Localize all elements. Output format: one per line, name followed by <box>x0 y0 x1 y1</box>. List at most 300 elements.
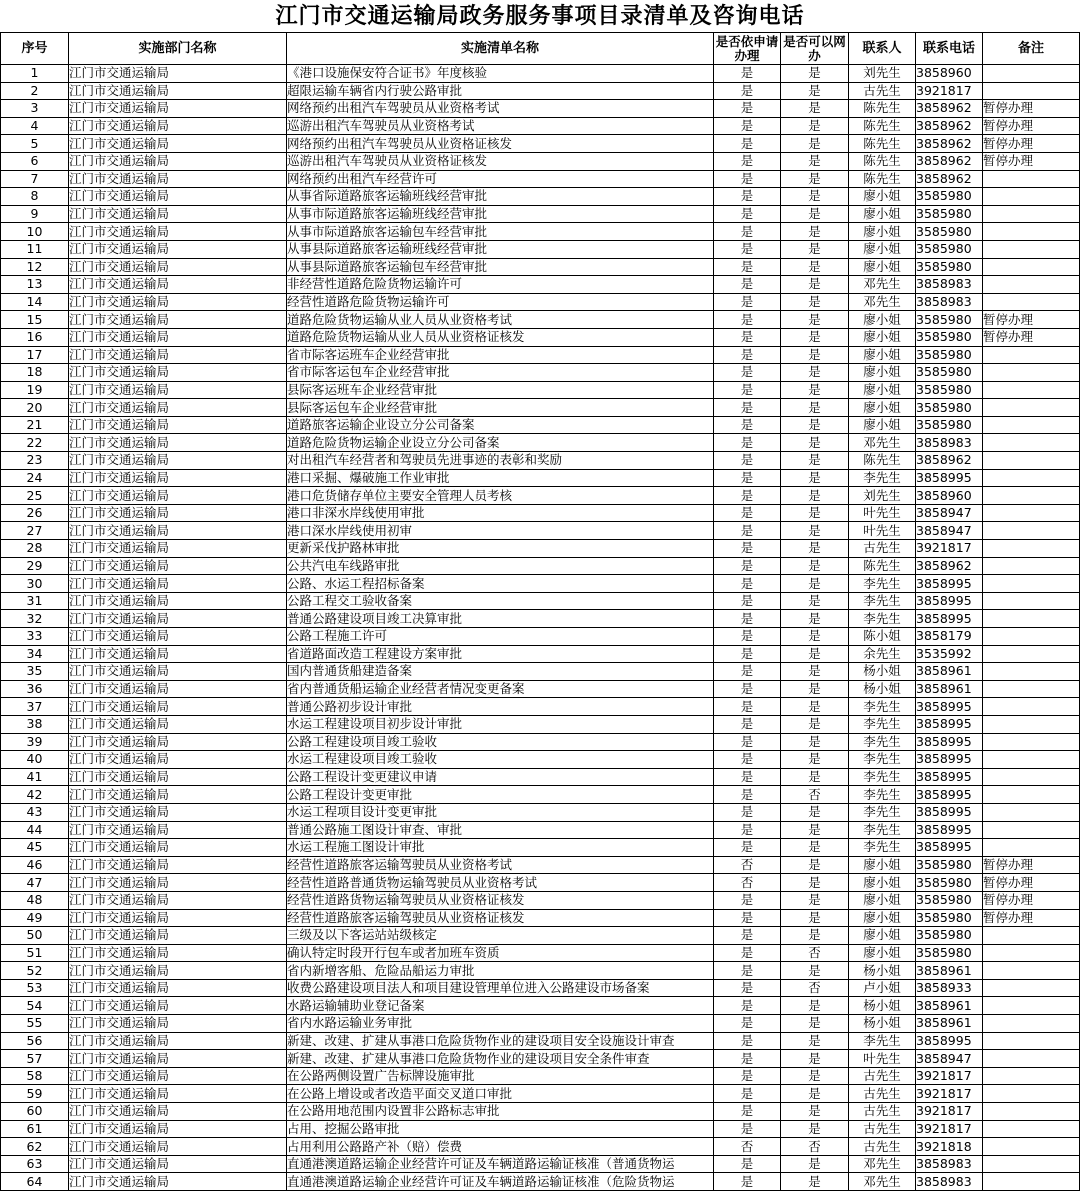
cell-by-application: 是 <box>714 188 781 206</box>
cell-phone: 3535992 <box>916 645 983 663</box>
header-cell-item: 实施清单名称 <box>287 33 714 65</box>
table-row <box>1 1120 1080 1138</box>
cell-contact: 古先生 <box>849 1138 916 1156</box>
header-cell-phone: 联系电话 <box>916 33 983 65</box>
cell-online: 是 <box>781 188 849 206</box>
cell-item: 公路工程施工许可 <box>287 628 714 646</box>
cell-item: 网络预约出租汽车驾驶员从业资格证核发 <box>287 135 714 153</box>
cell-dept: 江门市交通运输局 <box>69 680 287 698</box>
cell-online: 是 <box>781 1050 849 1068</box>
cell-phone: 3585980 <box>916 188 983 206</box>
cell-online: 是 <box>781 628 849 646</box>
cell-phone: 3858995 <box>916 751 983 769</box>
cell-contact: 李先生 <box>849 610 916 628</box>
cell-dept: 江门市交通运输局 <box>69 399 287 417</box>
cell-by-application: 是 <box>714 786 781 804</box>
cell-note <box>983 628 1080 646</box>
table-row <box>1 1015 1080 1033</box>
cell-contact: 李先生 <box>849 733 916 751</box>
cell-seq: 18 <box>1 364 69 382</box>
cell-by-application: 是 <box>714 293 781 311</box>
cell-note <box>983 434 1080 452</box>
cell-note <box>983 469 1080 487</box>
cell-phone: 3858933 <box>916 979 983 997</box>
cell-online: 是 <box>781 1015 849 1033</box>
cell-contact: 廖小姐 <box>849 205 916 223</box>
table-row <box>1 469 1080 487</box>
cell-phone: 3858983 <box>916 1173 983 1191</box>
cell-item: 省内新增客船、危险品船运力审批 <box>287 962 714 980</box>
cell-seq: 22 <box>1 434 69 452</box>
cell-dept: 江门市交通运输局 <box>69 821 287 839</box>
cell-seq: 25 <box>1 487 69 505</box>
cell-item: 经营性道路危险货物运输许可 <box>287 293 714 311</box>
cell-contact: 李先生 <box>849 575 916 593</box>
cell-dept: 江门市交通运输局 <box>69 381 287 399</box>
cell-note: 暂停办理 <box>983 100 1080 118</box>
cell-seq: 47 <box>1 874 69 892</box>
cell-dept: 江门市交通运输局 <box>69 874 287 892</box>
table-row <box>1 223 1080 241</box>
cell-by-application: 是 <box>714 240 781 258</box>
cell-dept: 江门市交通运输局 <box>69 997 287 1015</box>
cell-by-application: 是 <box>714 1015 781 1033</box>
cell-online: 是 <box>781 381 849 399</box>
cell-online: 是 <box>781 205 849 223</box>
cell-note: 暂停办理 <box>983 311 1080 329</box>
table-row <box>1 328 1080 346</box>
cell-dept: 江门市交通运输局 <box>69 152 287 170</box>
cell-seq: 37 <box>1 698 69 716</box>
cell-seq: 56 <box>1 1032 69 1050</box>
cell-seq: 32 <box>1 610 69 628</box>
cell-online: 是 <box>781 469 849 487</box>
cell-online: 是 <box>781 135 849 153</box>
cell-item: 在公路上增设或者改造平面交叉道口审批 <box>287 1085 714 1103</box>
cell-note <box>983 258 1080 276</box>
table-row <box>1 416 1080 434</box>
cell-by-application: 是 <box>714 997 781 1015</box>
cell-dept: 江门市交通运输局 <box>69 434 287 452</box>
cell-note <box>983 364 1080 382</box>
cell-contact: 李先生 <box>849 751 916 769</box>
table-row <box>1 1050 1080 1068</box>
cell-item: 水运工程项目设计变更审批 <box>287 803 714 821</box>
cell-note: 暂停办理 <box>983 135 1080 153</box>
cell-item: 省市际客运包车企业经营审批 <box>287 364 714 382</box>
cell-seq: 24 <box>1 469 69 487</box>
cell-online: 是 <box>781 663 849 681</box>
cell-contact: 邓先生 <box>849 293 916 311</box>
cell-by-application: 是 <box>714 82 781 100</box>
cell-online: 否 <box>781 786 849 804</box>
cell-item: 港口危货储存单位主要安全管理人员考核 <box>287 487 714 505</box>
cell-phone: 3858983 <box>916 434 983 452</box>
cell-online: 否 <box>781 1138 849 1156</box>
cell-online: 是 <box>781 909 849 927</box>
cell-contact: 廖小姐 <box>849 856 916 874</box>
cell-note: 暂停办理 <box>983 909 1080 927</box>
cell-item: 水运工程建设项目竣工验收 <box>287 751 714 769</box>
cell-contact: 李先生 <box>849 698 916 716</box>
table-row <box>1 205 1080 223</box>
header-cell-online: 是否可以网办 <box>781 33 849 65</box>
cell-phone: 3921817 <box>916 82 983 100</box>
cell-online: 是 <box>781 874 849 892</box>
cell-by-application: 是 <box>714 65 781 83</box>
table-row <box>1 645 1080 663</box>
cell-seq: 9 <box>1 205 69 223</box>
cell-by-application: 是 <box>714 469 781 487</box>
table-row <box>1 135 1080 153</box>
cell-phone: 3858995 <box>916 839 983 857</box>
cell-seq: 13 <box>1 276 69 294</box>
cell-online: 是 <box>781 434 849 452</box>
cell-phone: 3858995 <box>916 698 983 716</box>
cell-phone: 3858179 <box>916 628 983 646</box>
cell-note: 暂停办理 <box>983 874 1080 892</box>
cell-item: 直通港澳道路运输企业经营许可证及车辆道路运输证核准（危险货物运 <box>287 1173 714 1191</box>
cell-by-application: 是 <box>714 839 781 857</box>
table-row <box>1 434 1080 452</box>
table-row <box>1 610 1080 628</box>
cell-dept: 江门市交通运输局 <box>69 1103 287 1121</box>
table-row <box>1 504 1080 522</box>
cell-phone: 3585980 <box>916 328 983 346</box>
cell-by-application: 是 <box>714 557 781 575</box>
cell-contact: 廖小姐 <box>849 416 916 434</box>
cell-online: 是 <box>781 997 849 1015</box>
cell-dept: 江门市交通运输局 <box>69 786 287 804</box>
table-row <box>1 1173 1080 1191</box>
cell-phone: 3585980 <box>916 927 983 945</box>
cell-by-application: 是 <box>714 205 781 223</box>
cell-dept: 江门市交通运输局 <box>69 839 287 857</box>
table-row <box>1 733 1080 751</box>
cell-by-application: 是 <box>714 170 781 188</box>
cell-note <box>983 240 1080 258</box>
cell-contact: 廖小姐 <box>849 240 916 258</box>
cell-phone: 3858983 <box>916 293 983 311</box>
cell-online: 是 <box>781 223 849 241</box>
cell-dept: 江门市交通运输局 <box>69 751 287 769</box>
table-row <box>1 381 1080 399</box>
cell-contact: 刘先生 <box>849 65 916 83</box>
cell-contact: 廖小姐 <box>849 944 916 962</box>
cell-item: 网络预约出租汽车经营许可 <box>287 170 714 188</box>
cell-by-application: 是 <box>714 909 781 927</box>
table-row <box>1 821 1080 839</box>
cell-item: 新建、改建、扩建从事港口危险货物作业的建设项目安全设施设计审查 <box>287 1032 714 1050</box>
cell-online: 是 <box>781 1120 849 1138</box>
cell-note <box>983 557 1080 575</box>
cell-by-application: 是 <box>714 504 781 522</box>
cell-item: 道路旅客运输企业设立分公司备案 <box>287 416 714 434</box>
cell-note <box>983 1173 1080 1191</box>
cell-note: 暂停办理 <box>983 856 1080 874</box>
table-row <box>1 188 1080 206</box>
cell-seq: 30 <box>1 575 69 593</box>
cell-seq: 16 <box>1 328 69 346</box>
cell-contact: 廖小姐 <box>849 909 916 927</box>
cell-phone: 3585980 <box>916 381 983 399</box>
cell-by-application: 是 <box>714 522 781 540</box>
cell-online: 是 <box>781 821 849 839</box>
cell-online: 是 <box>781 680 849 698</box>
cell-online: 是 <box>781 1155 849 1173</box>
cell-contact: 廖小姐 <box>849 258 916 276</box>
cell-by-application: 是 <box>714 135 781 153</box>
table-row <box>1 1155 1080 1173</box>
cell-dept: 江门市交通运输局 <box>69 223 287 241</box>
cell-by-application: 否 <box>714 856 781 874</box>
table-row <box>1 698 1080 716</box>
cell-item: 在公路用地范围内设置非公路标志审批 <box>287 1103 714 1121</box>
cell-note <box>983 1032 1080 1050</box>
cell-contact: 李先生 <box>849 839 916 857</box>
cell-dept: 江门市交通运输局 <box>69 1050 287 1068</box>
table-row <box>1 944 1080 962</box>
cell-contact: 李先生 <box>849 1032 916 1050</box>
cell-item: 从事县际道路旅客运输班线经营审批 <box>287 240 714 258</box>
cell-phone: 3585980 <box>916 223 983 241</box>
cell-contact: 李先生 <box>849 768 916 786</box>
cell-item: 县际客运班车企业经营审批 <box>287 381 714 399</box>
cell-seq: 33 <box>1 628 69 646</box>
cell-seq: 64 <box>1 1173 69 1191</box>
cell-phone: 3858947 <box>916 522 983 540</box>
cell-by-application: 是 <box>714 381 781 399</box>
table-row <box>1 399 1080 417</box>
table-row <box>1 1138 1080 1156</box>
cell-phone: 3858995 <box>916 733 983 751</box>
cell-by-application: 是 <box>714 821 781 839</box>
cell-seq: 39 <box>1 733 69 751</box>
cell-contact: 杨小姐 <box>849 962 916 980</box>
cell-online: 是 <box>781 152 849 170</box>
cell-by-application: 是 <box>714 575 781 593</box>
cell-phone: 3858995 <box>916 821 983 839</box>
cell-seq: 48 <box>1 891 69 909</box>
cell-item: 对出租汽车经营者和驾驶员先进事迹的表彰和奖励 <box>287 452 714 470</box>
cell-seq: 7 <box>1 170 69 188</box>
cell-seq: 31 <box>1 592 69 610</box>
cell-item: 占用、挖掘公路审批 <box>287 1120 714 1138</box>
cell-contact: 刘先生 <box>849 487 916 505</box>
cell-contact: 廖小姐 <box>849 399 916 417</box>
cell-item: 省内普通货船运输企业经营者情况变更备案 <box>287 680 714 698</box>
cell-note <box>983 416 1080 434</box>
cell-phone: 3858960 <box>916 487 983 505</box>
cell-online: 是 <box>781 733 849 751</box>
cell-contact: 邓先生 <box>849 1155 916 1173</box>
cell-seq: 35 <box>1 663 69 681</box>
cell-note <box>983 223 1080 241</box>
cell-seq: 52 <box>1 962 69 980</box>
cell-by-application: 是 <box>714 1067 781 1085</box>
cell-phone: 3585980 <box>916 205 983 223</box>
cell-online: 是 <box>781 293 849 311</box>
cell-dept: 江门市交通运输局 <box>69 311 287 329</box>
cell-note <box>983 680 1080 698</box>
cell-note <box>983 927 1080 945</box>
cell-by-application: 是 <box>714 944 781 962</box>
cell-seq: 59 <box>1 1085 69 1103</box>
cell-phone: 3585980 <box>916 311 983 329</box>
table-row <box>1 839 1080 857</box>
cell-online: 是 <box>781 698 849 716</box>
cell-item: 普通公路建设项目竣工决算审批 <box>287 610 714 628</box>
table-row <box>1 768 1080 786</box>
cell-by-application: 是 <box>714 311 781 329</box>
cell-contact: 李先生 <box>849 803 916 821</box>
table-row <box>1 1103 1080 1121</box>
cell-contact: 邓先生 <box>849 276 916 294</box>
cell-online: 是 <box>781 346 849 364</box>
cell-by-application: 是 <box>714 1085 781 1103</box>
cell-contact: 杨小姐 <box>849 663 916 681</box>
cell-dept: 江门市交通运输局 <box>69 504 287 522</box>
cell-dept: 江门市交通运输局 <box>69 135 287 153</box>
cell-phone: 3858962 <box>916 557 983 575</box>
cell-seq: 60 <box>1 1103 69 1121</box>
table-row <box>1 452 1080 470</box>
cell-item: 收费公路建设项目法人和项目建设管理单位进入公路建设市场备案 <box>287 979 714 997</box>
cell-phone: 3858983 <box>916 276 983 294</box>
table-row <box>1 715 1080 733</box>
cell-phone: 3585980 <box>916 240 983 258</box>
cell-online: 是 <box>781 645 849 663</box>
header-cell-by-application: 是否依申请办理 <box>714 33 781 65</box>
cell-phone: 3858962 <box>916 152 983 170</box>
cell-seq: 28 <box>1 540 69 558</box>
cell-item: 县际客运包车企业经营审批 <box>287 399 714 417</box>
cell-contact: 廖小姐 <box>849 223 916 241</box>
cell-online: 是 <box>781 100 849 118</box>
cell-phone: 3921817 <box>916 1067 983 1085</box>
cell-seq: 8 <box>1 188 69 206</box>
table-row <box>1 152 1080 170</box>
cell-dept: 江门市交通运输局 <box>69 856 287 874</box>
cell-online: 是 <box>781 82 849 100</box>
header-cell-dept: 实施部门名称 <box>69 33 287 65</box>
table-row <box>1 891 1080 909</box>
cell-item: 公路工程交工验收备案 <box>287 592 714 610</box>
cell-dept: 江门市交通运输局 <box>69 522 287 540</box>
cell-seq: 17 <box>1 346 69 364</box>
cell-online: 是 <box>781 1067 849 1085</box>
table-row <box>1 751 1080 769</box>
cell-dept: 江门市交通运输局 <box>69 979 287 997</box>
cell-seq: 5 <box>1 135 69 153</box>
cell-dept: 江门市交通运输局 <box>69 768 287 786</box>
cell-note <box>983 1103 1080 1121</box>
cell-item: 非经营性道路危险货物运输许可 <box>287 276 714 294</box>
cell-item: 港口采掘、爆破施工作业审批 <box>287 469 714 487</box>
cell-seq: 44 <box>1 821 69 839</box>
cell-online: 是 <box>781 557 849 575</box>
cell-note <box>983 381 1080 399</box>
cell-by-application: 是 <box>714 1120 781 1138</box>
cell-seq: 11 <box>1 240 69 258</box>
cell-phone: 3858995 <box>916 469 983 487</box>
cell-phone: 3921817 <box>916 1085 983 1103</box>
table-row <box>1 1067 1080 1085</box>
cell-item: 公路、水运工程招标备案 <box>287 575 714 593</box>
cell-item: 港口深水岸线使用初审 <box>287 522 714 540</box>
cell-seq: 41 <box>1 768 69 786</box>
cell-by-application: 否 <box>714 1138 781 1156</box>
cell-item: 经营性道路货物运输驾驶员从业资格证核发 <box>287 891 714 909</box>
cell-dept: 江门市交通运输局 <box>69 803 287 821</box>
cell-note <box>983 346 1080 364</box>
cell-contact: 古先生 <box>849 1067 916 1085</box>
cell-dept: 江门市交通运输局 <box>69 452 287 470</box>
cell-note <box>983 188 1080 206</box>
table-row <box>1 575 1080 593</box>
table-row <box>1 276 1080 294</box>
cell-note <box>983 610 1080 628</box>
cell-seq: 34 <box>1 645 69 663</box>
cell-by-application: 是 <box>714 698 781 716</box>
cell-phone: 3858962 <box>916 117 983 135</box>
cell-phone: 3921818 <box>916 1138 983 1156</box>
cell-seq: 40 <box>1 751 69 769</box>
cell-note <box>983 962 1080 980</box>
cell-seq: 58 <box>1 1067 69 1085</box>
cell-dept: 江门市交通运输局 <box>69 487 287 505</box>
page-title: 江门市交通运输局政务服务事项目录清单及咨询电话 <box>275 3 805 29</box>
cell-dept: 江门市交通运输局 <box>69 663 287 681</box>
cell-dept: 江门市交通运输局 <box>69 645 287 663</box>
cell-note <box>983 1085 1080 1103</box>
cell-dept: 江门市交通运输局 <box>69 469 287 487</box>
cell-note <box>983 399 1080 417</box>
cell-contact: 李先生 <box>849 592 916 610</box>
cell-item: 确认特定时段开行包车或者加班车资质 <box>287 944 714 962</box>
cell-seq: 27 <box>1 522 69 540</box>
cell-seq: 10 <box>1 223 69 241</box>
cell-item: 公路工程设计变更审批 <box>287 786 714 804</box>
cell-item: 普通公路初步设计审批 <box>287 698 714 716</box>
cell-item: 在公路两侧设置广告标牌设施审批 <box>287 1067 714 1085</box>
table-row <box>1 540 1080 558</box>
table-row <box>1 680 1080 698</box>
cell-phone: 3858961 <box>916 962 983 980</box>
cell-item: 从事市际道路旅客运输班线经营审批 <box>287 205 714 223</box>
cell-online: 是 <box>781 522 849 540</box>
cell-contact: 李先生 <box>849 469 916 487</box>
cell-phone: 3921817 <box>916 1120 983 1138</box>
cell-note <box>983 698 1080 716</box>
cell-by-application: 是 <box>714 276 781 294</box>
cell-online: 是 <box>781 311 849 329</box>
header-cell-note: 备注 <box>983 33 1080 65</box>
cell-online: 否 <box>781 944 849 962</box>
cell-item: 道路危险货物运输从业人员从业资格证核发 <box>287 328 714 346</box>
cell-item: 水运工程建设项目初步设计审批 <box>287 715 714 733</box>
cell-note <box>983 751 1080 769</box>
table-row <box>1 117 1080 135</box>
cell-seq: 15 <box>1 311 69 329</box>
table-row <box>1 663 1080 681</box>
cell-contact: 古先生 <box>849 1085 916 1103</box>
cell-phone: 3858960 <box>916 65 983 83</box>
cell-note <box>983 1050 1080 1068</box>
cell-seq: 54 <box>1 997 69 1015</box>
cell-phone: 3585980 <box>916 874 983 892</box>
table-row <box>1 1085 1080 1103</box>
